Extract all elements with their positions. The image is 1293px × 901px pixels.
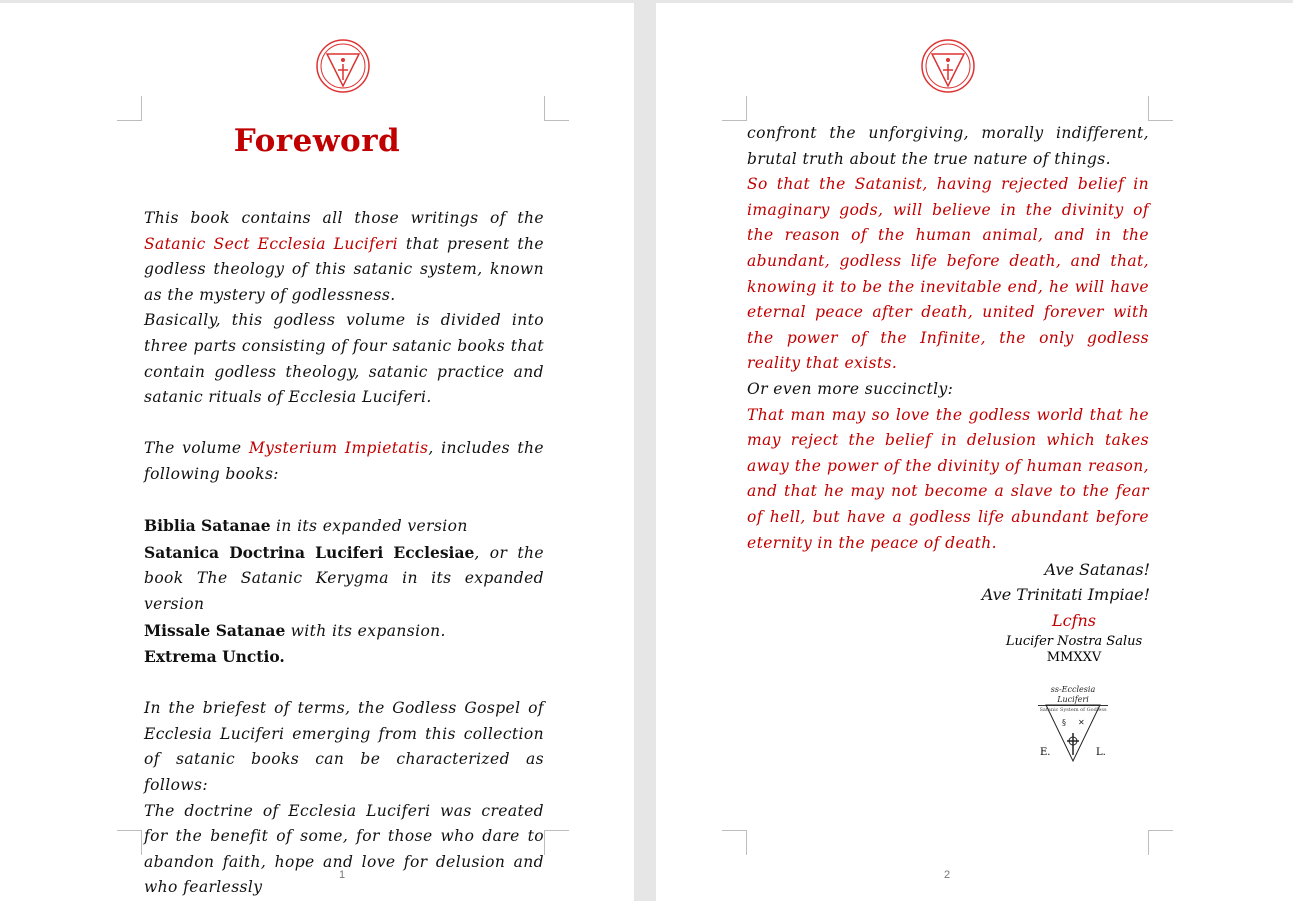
triangle-emblem-icon: ss-Ecclesia Luciferi Satanic System of Godless § ✕ E. L. xyxy=(1038,685,1108,767)
paragraph: Basically, this godless volume is divided into three parts consisting of four satanic books that contain godless theology, satanic practice and satanic rituals of Ecclesia Luciferi. xyxy=(144,311,544,407)
paragraph: In the briefest of terms, the Godless Gospel of Ecclesia Luciferi emerging from this collection of satanic books can be characterized as follows: xyxy=(144,699,544,795)
page-number: 1 xyxy=(339,869,346,881)
book-list-item: Biblia Satanae in its expanded version xyxy=(144,516,468,536)
page-number: 2 xyxy=(944,869,951,881)
book-list-item: Extrema Unctio. xyxy=(144,647,285,667)
document-page-1 xyxy=(0,3,634,901)
paragraph: Or even more succinctly: xyxy=(747,379,954,398)
pentagram-seal-icon xyxy=(920,38,976,94)
paragraph: The volume Mysterium Impietatis, includes the following books: xyxy=(144,439,544,483)
paragraph: confront the unforgiving, morally indifferent, brutal truth about the true nature of things. xyxy=(747,124,1149,168)
document-page-2 xyxy=(656,3,1293,901)
body-text xyxy=(144,206,544,901)
crop-mark xyxy=(544,96,569,121)
paragraph: This book contains all those writings of the Satanic Sect Ecclesia Luciferi that present the godless theology of this satanic system, known as the mystery of godlessness. xyxy=(144,209,544,304)
crop-mark xyxy=(117,830,142,855)
paragraph: That man may so love the godless world that he may reject the belief in delusion which takes away the power of the divinity of human reason, and that he may not become a slave to the fear of hell, but have a godless life abundant before eternity in the peace of death. xyxy=(747,405,1149,552)
svg-text:✕: ✕ xyxy=(1078,718,1085,727)
book-list-item: Satanica Doctrina Luciferi Ecclesiae, or the book The Satanic Kerygma in its expanded version xyxy=(144,542,544,613)
pentagram-seal-icon xyxy=(315,38,371,94)
salutation-line: Ave Trinitati Impiae! xyxy=(981,585,1150,604)
motto: Lucifer Nostra Salus xyxy=(1005,634,1143,649)
crop-mark xyxy=(722,830,747,855)
signature-block xyxy=(976,609,1172,666)
salutation-line: Ave Satanas! xyxy=(1044,560,1150,579)
paragraph: The doctrine of Ecclesia Luciferi was created for the benefit of some, for those who dare to abandon faith, hope and love for delusion and who fearlessly xyxy=(144,801,544,897)
year: MMXXV xyxy=(1046,650,1102,665)
crop-mark xyxy=(117,96,142,121)
crop-mark xyxy=(544,830,569,855)
crop-mark xyxy=(1148,96,1173,121)
page-title: Foreword xyxy=(233,123,401,159)
crop-mark xyxy=(722,96,747,121)
closing-salutation xyxy=(982,557,1150,607)
paragraph: So that the Satanist, having rejected belief in imaginary gods, will believe in the divinity of the reason of the human animal, and in the abundant, godless life before death, and that, knowing it to be the inevitable end, he will have eternal peace after death, united forever with the power of the Infinite, the only godless reality that exists. xyxy=(747,175,1149,373)
signature: Lcfns xyxy=(1051,611,1097,630)
svg-text:§: § xyxy=(1062,718,1066,727)
body-text xyxy=(747,121,1149,556)
book-list-item: Missale Satanae with its expansion. xyxy=(144,620,446,640)
crop-mark xyxy=(1148,830,1173,855)
